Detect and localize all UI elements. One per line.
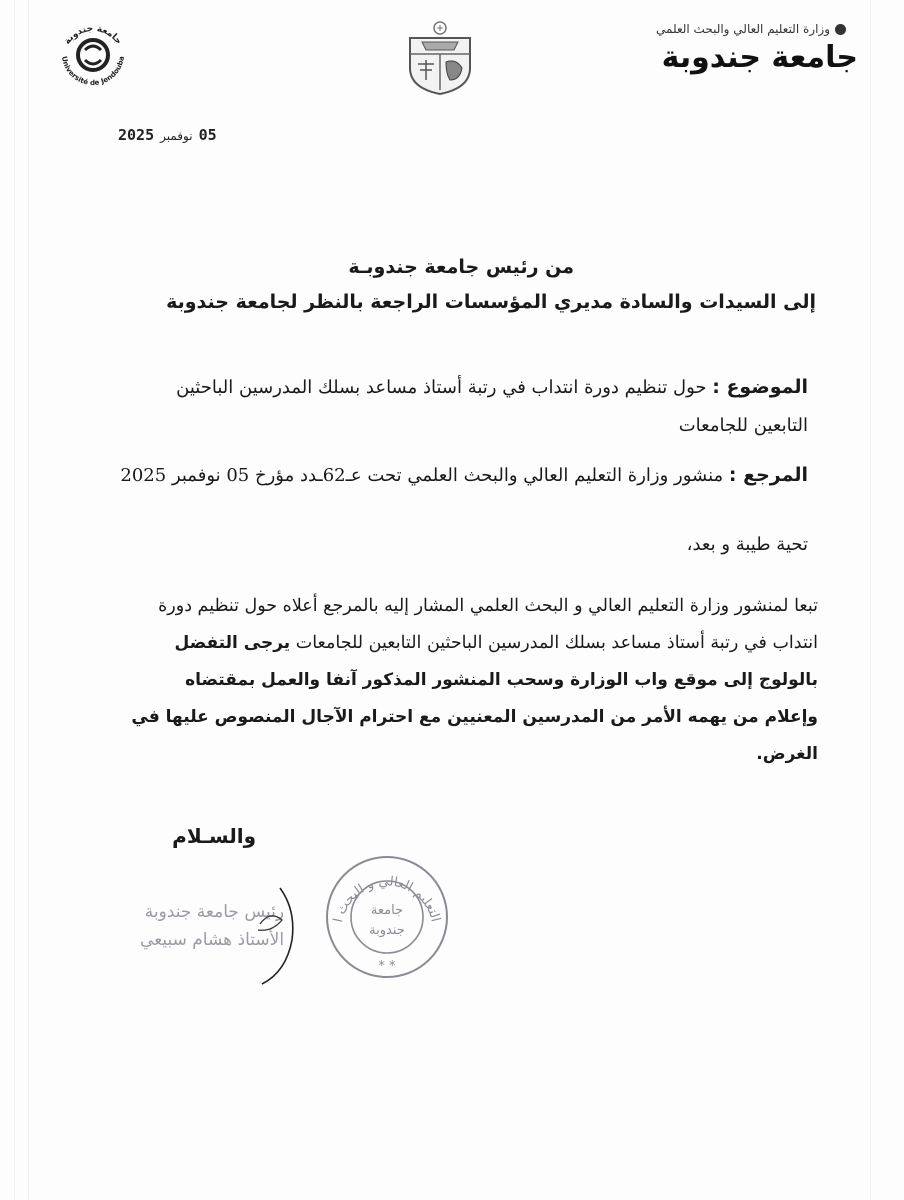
body-regular-text: تبعا لمنشور وزارة التعليم العالي و البحث العلمي المشار إليه بالمرجع أعلاه حول تنظيم دورة انتداب في رتبة أستاذ مساعد بسلك المدرسين الباحثين التابعين للجامعات <box>158 596 818 653</box>
date-day: 05 <box>198 126 217 144</box>
reference-text: منشور وزارة التعليم العالي والبحث العلمي تحت عـ62ـدد مؤرخ 05 نوفمبر 2025 <box>120 465 724 486</box>
date-year: 2025 <box>118 126 155 144</box>
stamp-line-2: جندوبة <box>369 923 405 938</box>
ministry-icon <box>835 24 846 35</box>
subject-label: الموضوع : <box>712 376 808 398</box>
letter-reference <box>108 464 808 486</box>
subject-text: حول تنظيم دورة انتداب في رتبة أستاذ مساعد بسلك المدرسين الباحثين التابعين للجامعات <box>176 377 808 436</box>
stamp-stars: * * <box>378 959 396 974</box>
body-bold-text: يرجى التفضل بالولوج إلى موقع واب الوزارة وسحب المنشور المذكور آنفا والعمل بمقتضاه وإعلام من يهمه الأمر من المدرسين المعنيين مع احترام الآجال المنصوص عليها في الغرض. <box>131 633 818 764</box>
letter-subject <box>128 368 808 445</box>
ministry-header <box>656 22 846 36</box>
reference-label: المرجع : <box>728 464 808 486</box>
university-name: جامعة جندوبة <box>661 40 858 75</box>
coat-of-arms-emblem <box>400 18 480 98</box>
letter-sender: من رئيس جامعة جندوبـة <box>348 256 574 278</box>
official-stamp <box>322 852 452 982</box>
university-logo <box>52 14 134 96</box>
letter-closing: والسـلام <box>172 824 256 848</box>
stamp-line-1: جامعة <box>370 903 404 918</box>
letter-greeting: تحية طيبة و بعد، <box>686 534 808 555</box>
letter-body <box>128 588 818 773</box>
svg-text:جامعة جندوبة: جامعة جندوبة <box>62 23 124 47</box>
letter-date <box>118 126 217 144</box>
letter-recipients: إلى السيدات والسادة مديري المؤسسات الراجعة بالنظر لجامعة جندوبة <box>166 291 816 313</box>
signer-name: الأستاذ هشام سبيعي <box>140 930 285 950</box>
signer-title: رئيس جامعة جندوبة <box>144 902 285 922</box>
handwritten-signature <box>200 880 320 990</box>
svg-text:وزارة التعليم العالي و البحث ا: التعليم العالي و البحث ا <box>331 874 443 924</box>
date-month: نوفمبر <box>160 129 193 143</box>
svg-text:Université de Jendouba: Université de Jendouba <box>60 55 126 88</box>
ministry-name: وزارة التعليم العالي والبحث العلمي <box>656 22 830 36</box>
